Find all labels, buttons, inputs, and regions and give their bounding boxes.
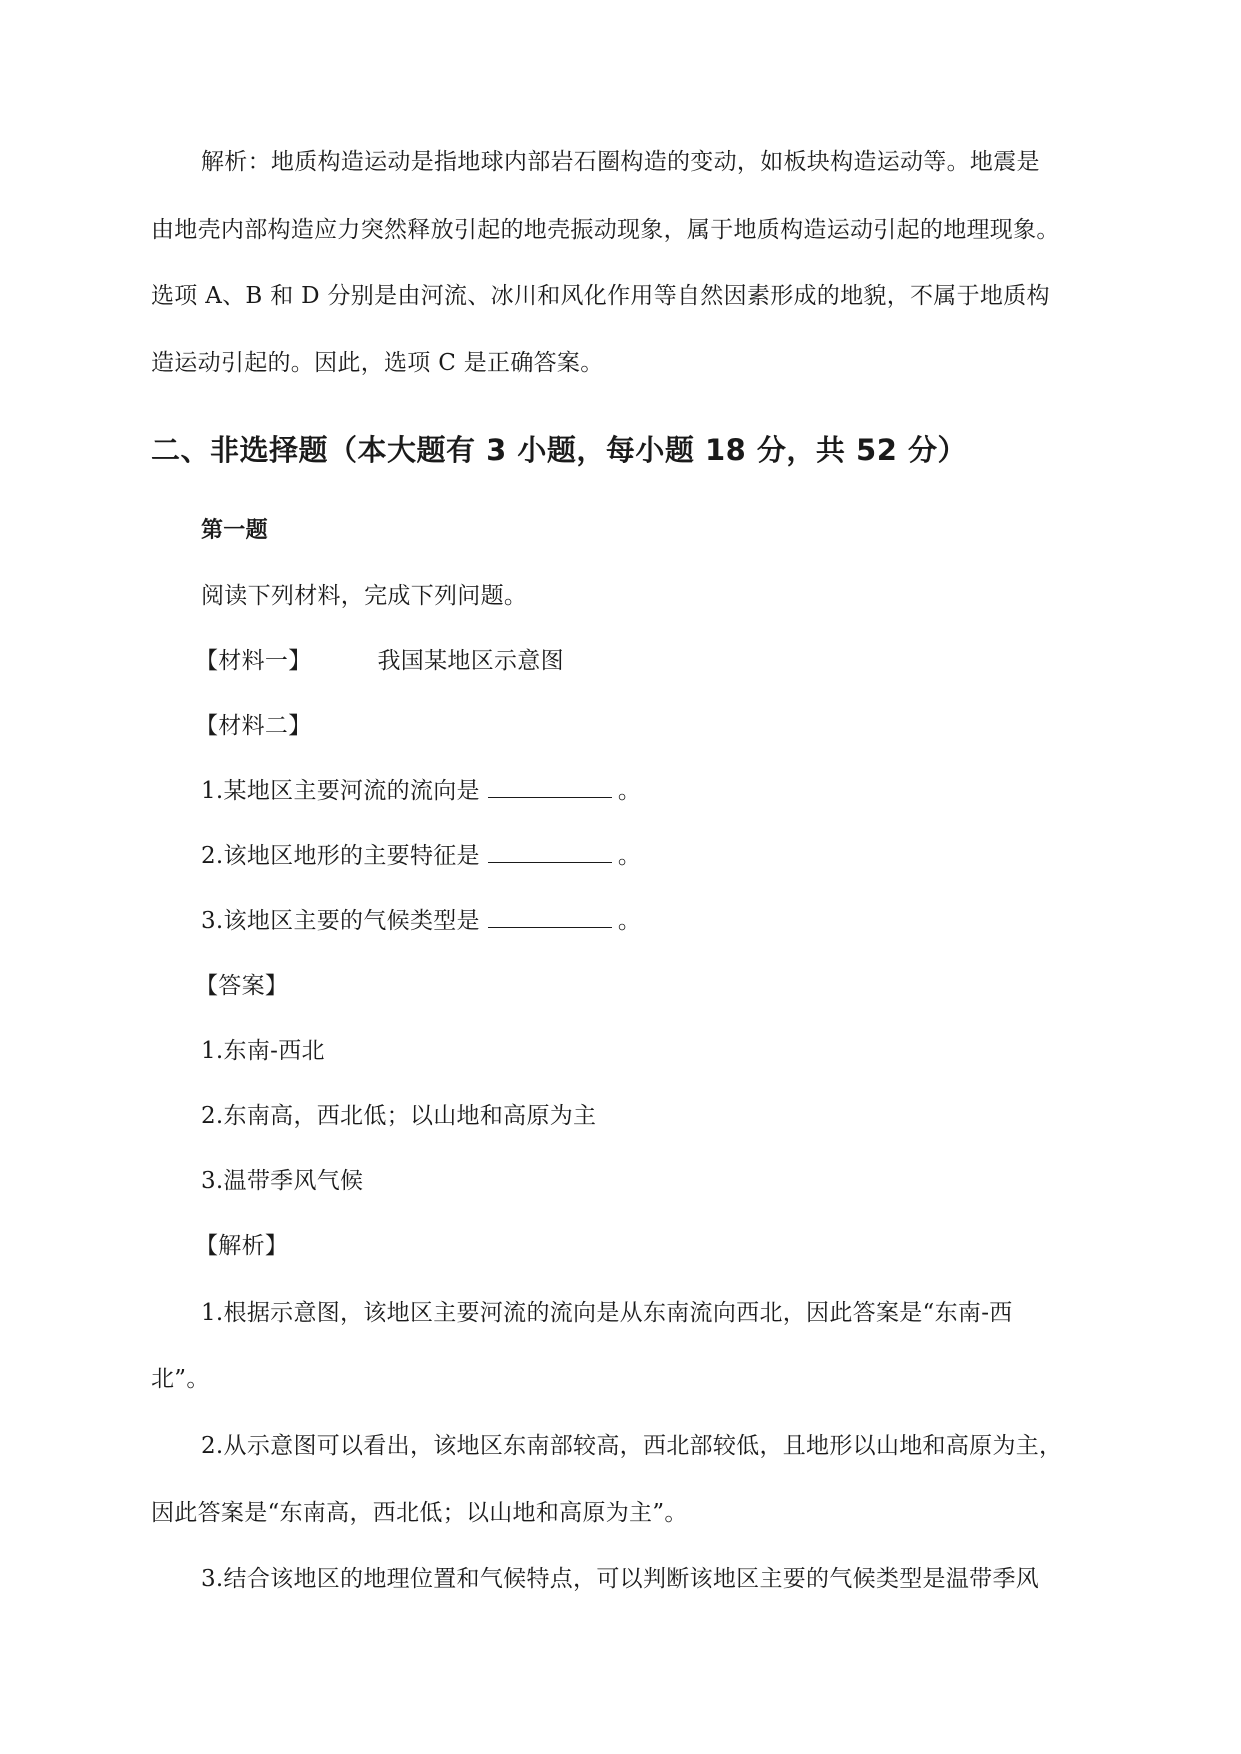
answer-3: 3.温带季风气候 bbox=[201, 1168, 364, 1194]
question-1-prefix: 1.某地区主要河流的流向是 bbox=[201, 778, 480, 804]
question-3-row bbox=[201, 905, 641, 937]
question-2-prefix: 2.该地区地形的主要特征是 bbox=[201, 843, 480, 869]
material-1-text: 我国某地区示意图 bbox=[377, 648, 564, 674]
answer-1: 1.东南-西北 bbox=[201, 1038, 325, 1064]
material-2-label: 【材料二】 bbox=[195, 713, 312, 739]
analysis-line-2: 由地壳内部构造应力突然释放引起的地壳振动现象，属于地质构造运动引起的地理现象。 bbox=[151, 217, 1060, 243]
explanation-3-line-1: 3.结合该地区的地理位置和气候特点，可以判断该地区主要的气候类型是温带季风 bbox=[201, 1566, 1040, 1592]
question-3-suffix: 。 bbox=[617, 908, 642, 934]
answer-2: 2.东南高，西北低；以山地和高原为主 bbox=[201, 1103, 597, 1129]
question-3-blank bbox=[488, 905, 612, 928]
answer-label: 【答案】 bbox=[195, 973, 289, 999]
analysis-line-1: 解析：地质构造运动是指地球内部岩石圈构造的变动，如板块构造运动等。地震是 bbox=[201, 149, 1040, 175]
question-title: 第一题 bbox=[201, 518, 268, 543]
question-instruction: 阅读下列材料，完成下列问题。 bbox=[201, 583, 528, 609]
question-2-suffix: 。 bbox=[617, 843, 642, 869]
material-1-row bbox=[195, 645, 564, 677]
explanation-2-line-1: 2.从示意图可以看出，该地区东南部较高，西北部较低，且地形以山地和高原为主， bbox=[201, 1433, 1063, 1459]
explanation-1-line-1: 1.根据示意图，该地区主要河流的流向是从东南流向西北，因此答案是“东南-西 bbox=[201, 1300, 1013, 1326]
question-1-blank bbox=[488, 775, 612, 798]
explanation-2-line-2: 因此答案是“东南高，西北低；以山地和高原为主”。 bbox=[151, 1500, 688, 1526]
analysis-line-3: 选项 A、B 和 D 分别是由河流、冰川和风化作用等自然因素形成的地貌，不属于地质构 bbox=[151, 283, 1050, 309]
section-title: 二、非选择题（本大题有 3 小题，每小题 18 分，共 52 分） bbox=[151, 433, 967, 467]
explanation-1-line-2: 北”。 bbox=[151, 1366, 210, 1392]
question-1-suffix: 。 bbox=[617, 778, 642, 804]
analysis-line-4: 造运动引起的。因此，选项 C 是正确答案。 bbox=[151, 350, 604, 376]
material-1-label: 【材料一】 bbox=[195, 648, 312, 674]
question-3-prefix: 3.该地区主要的气候类型是 bbox=[201, 908, 480, 934]
explanation-label: 【解析】 bbox=[195, 1233, 289, 1259]
question-2-row bbox=[201, 840, 641, 872]
question-1-row bbox=[201, 775, 641, 807]
question-2-blank bbox=[488, 840, 612, 863]
